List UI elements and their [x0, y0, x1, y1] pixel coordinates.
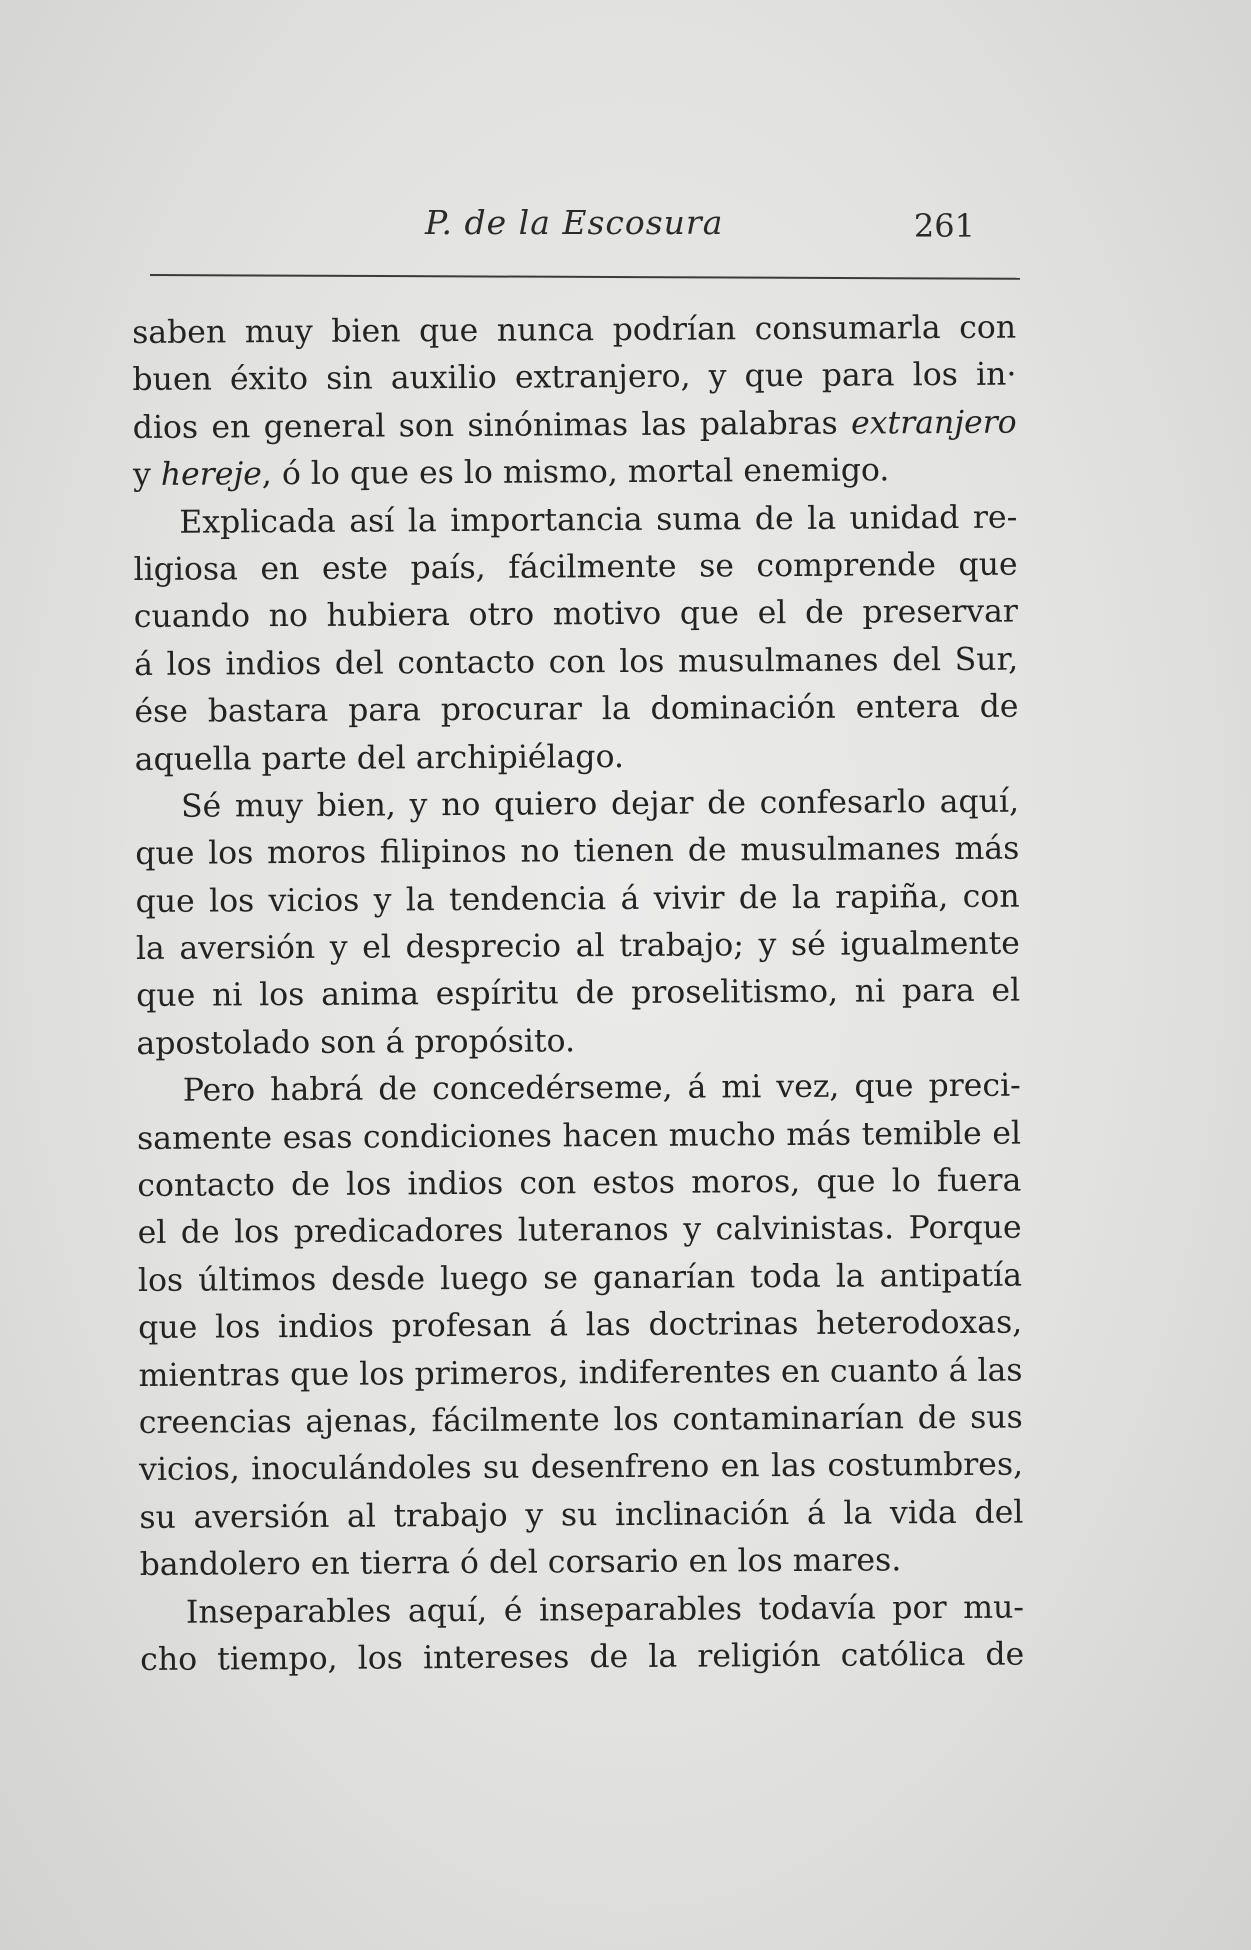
text-line: que los moros filipinos no tienen de musulmanes más [135, 830, 1020, 873]
paragraph-first-line: Explicada así la importancia suma de la unidad re- [179, 499, 1018, 541]
text-line: samente esas condiciones hacen mucho más temible el [136, 1115, 1022, 1157]
text-line: á los indios del contacto con los musulmanes del Sur, [134, 641, 1019, 683]
page-header [140, 203, 1020, 263]
text-line: ligiosa en este país, fácilmente se comprende que [133, 546, 1018, 588]
text-line: que ni los anima espíritu de proselitismo, ni para el [136, 973, 1021, 1015]
text-line: buen éxito sin auxilio extranjero, y que para los in· [132, 356, 1017, 399]
page-number: 261 [913, 207, 975, 245]
text-line: ése bastara para procurar la dominación entera de [134, 688, 1019, 731]
text-line: que los vicios y la tendencia á vivir de la rapiña, con [135, 878, 1020, 920]
text-line: bandolero en tierra ó del corsario en los mares. [139, 1542, 902, 1584]
text-line: apostolado son á propósito. [136, 1023, 576, 1062]
text-line: saben muy bien que nunca podrían consumarla con [132, 309, 1017, 351]
paragraph-first-line: Inseparables aquí, é inseparables todavía por mu- [185, 1589, 1025, 1631]
text-line: creencias ajenas, fácilmente los contaminarían de sus [138, 1399, 1023, 1441]
text-line: y hereje, ó lo que es lo mismo, mortal enemigo. [132, 452, 890, 494]
text-line: dios en general son sinónimas las palabras extranjero [132, 404, 1017, 446]
text-line: aquella parte del archipiélago. [134, 738, 625, 778]
text-line: cho tiempo, los intereses de la religión católica de [140, 1636, 1025, 1678]
text-line: cuando no hubiera otro motivo que el de preservar [133, 593, 1018, 636]
text-line: mientras que los primeros, indiferentes en cuanto á las [138, 1352, 1023, 1394]
paragraph-first-line: Pero habrá de concedérseme, á mi vez, que preci- [182, 1067, 1021, 1109]
text-line: vicios, inoculándoles su desenfreno en las costumbres, [138, 1446, 1024, 1489]
body-text [132, 305, 1024, 1685]
text-line: el de los predicadores luteranos y calvinistas. Porque [137, 1210, 1022, 1252]
text-line: contacto de los indios con estos moros, que lo fuera [137, 1162, 1022, 1205]
text-line: su aversión al trabajo y su inclinación á la vida del [139, 1494, 1024, 1536]
text-line: los últimos desde luego se ganarían toda la antipatía [137, 1257, 1023, 1299]
text-line: la aversión y el desprecio al trabajo; y sé igualmente [135, 925, 1020, 968]
running-title: P. de la Escosura [425, 203, 724, 242]
text-line: que los indios profesan á las doctrinas heterodoxas, [138, 1304, 1023, 1347]
paragraph-first-line: Sé muy bien, y no quiero dejar de confesarlo aquí, [180, 783, 1020, 825]
header-rule [150, 274, 1020, 280]
